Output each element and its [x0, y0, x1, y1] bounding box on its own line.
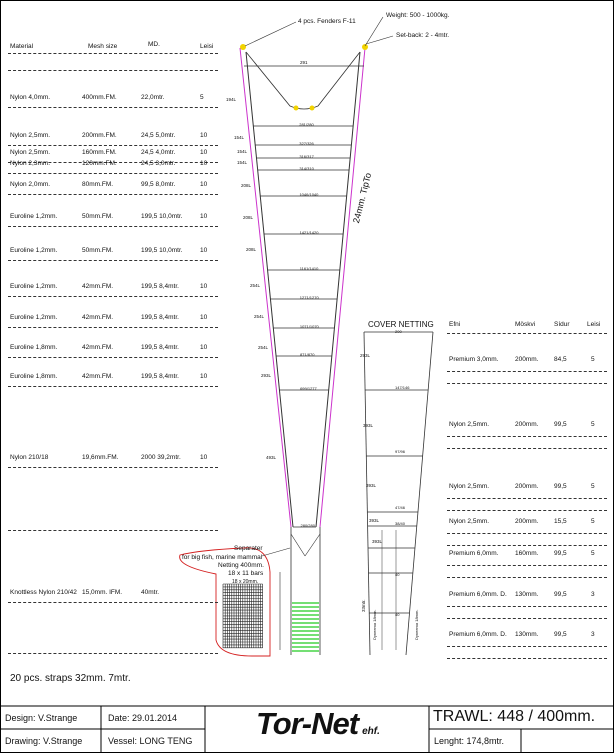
net-top-label: 291 [300, 60, 308, 65]
left-row-material: Nylon 2,0mm. [10, 181, 51, 188]
trawl-body-right [316, 52, 360, 527]
right-row-moskvi: 130mm. [515, 591, 539, 598]
cover-left-label: 393L [372, 539, 383, 544]
left-row-material: Euroline 1,2mm. [10, 283, 58, 290]
cover-left-label: 393L [363, 423, 374, 428]
left-row-mesh: 15,0mm. IFM. [82, 589, 123, 596]
left-header-md: MD. [148, 41, 160, 48]
panel-left-label: 208L [246, 247, 257, 252]
left-row-md: 199,5 10,0mtr. [141, 247, 183, 254]
right-row-moskvi: 200mm. [515, 483, 539, 490]
right-row-sidur: 99,5 [554, 631, 567, 638]
tipto-annotation: 24mm. TipTo [351, 171, 374, 225]
cover-netting-right [406, 332, 433, 655]
separater-bars: 18 x 11 bars [228, 570, 264, 577]
left-row-leisi: 10 [200, 149, 208, 156]
panel-mesh-count: 327/326 [299, 141, 314, 146]
left-row-material: Euroline 1,8mm. [10, 344, 58, 351]
panel-mesh-count: 316/317 [299, 154, 314, 159]
right-table-dashed-divider [447, 646, 607, 647]
cover-left-label: 293L [360, 353, 371, 358]
right-row-efni: Nylon 2,5mm. [449, 483, 490, 490]
right-table-dashed-divider [447, 333, 607, 334]
left-table-dashed-divider [8, 260, 218, 261]
panel-left-label: 194L [226, 97, 237, 102]
straps-note: 20 pcs. straps 32mm. 7mtr. [10, 673, 131, 684]
codend-length-label: 33mtr. [361, 599, 366, 612]
panel-mesh-count: 314/310 [299, 166, 314, 171]
cover-mesh-count: 38/40 [395, 521, 406, 526]
right-table-dashed-divider [447, 436, 607, 437]
panel-left-label: 154L [237, 160, 248, 165]
right-table-dashed-divider [447, 606, 607, 607]
right-table-dashed-divider [447, 577, 607, 578]
right-row-efni: Nylon 2,5mm. [449, 421, 490, 428]
logo-text: Tor-Net [256, 706, 359, 741]
left-row-leisi: 10 [200, 283, 208, 290]
left-row-md: 24,5 3,0mtr. [141, 160, 176, 167]
left-header-mesh: Mesh size [88, 43, 118, 50]
right-row-leisi: 5 [591, 483, 595, 490]
cover-netting-title: COVER NETTING [368, 320, 434, 329]
left-row-md: 24,5 5,0mtr. [141, 132, 176, 139]
left-table-dashed-divider [8, 653, 218, 654]
left-row-md: 199,5 8,4mtr. [141, 373, 179, 380]
codend-liner [292, 603, 319, 651]
fender-right [362, 44, 368, 50]
panel-mesh-count: 281/280 [299, 122, 314, 127]
panel-mesh-count: 871/870 [299, 352, 315, 357]
length-label: Lenght: 174,8mtr. [434, 736, 505, 746]
left-table-dashed-divider [8, 530, 218, 531]
right-row-sidur: 99,5 [554, 421, 567, 428]
panel-mesh-count: 1421/1420 [299, 230, 319, 235]
right-row-leisi: 5 [591, 518, 595, 525]
footrope-weight-1 [294, 106, 299, 111]
left-row-material: Nylon 210/18 [10, 454, 49, 461]
setback-annotation: Set-back: 2 - 4mtr. [396, 32, 450, 39]
right-row-leisi: 3 [591, 591, 595, 598]
fenders-annotation: 4 pcs. Fenders F-11 [298, 18, 356, 25]
panel-left-label: 293L [261, 373, 272, 378]
left-table-dashed-divider [8, 145, 218, 146]
right-row-leisi: 5 [591, 356, 595, 363]
left-row-leisi: 10 [200, 247, 208, 254]
cover-mesh-count: 200 [395, 329, 402, 334]
right-table-dashed-divider [447, 618, 607, 619]
left-table-dashed-divider [8, 70, 218, 71]
panel-left-label: 254L [258, 345, 269, 350]
left-row-leisi: 10 [200, 373, 208, 380]
left-row-md: 199,5 8,4mtr. [141, 314, 179, 321]
right-row-moskvi: 200mm. [515, 518, 539, 525]
panel-left-label: 254L [250, 283, 261, 288]
left-row-md: 40mtr. [141, 589, 160, 596]
panel-left-label: 154L [234, 135, 245, 140]
left-table-dashed-divider [8, 194, 218, 195]
right-row-efni: Premium 6,0mm. D. [449, 591, 507, 598]
dyneema-label-left: Dyneema 18mm. [372, 609, 377, 640]
right-row-sidur: 99,5 [554, 483, 567, 490]
right-table-dashed-divider [447, 498, 607, 499]
left-row-leisi: 10 [200, 213, 208, 220]
right-table-dashed-divider [447, 533, 607, 534]
cover-mesh-count: 97/96 [395, 449, 406, 454]
right-table-dashed-divider [447, 565, 607, 566]
right-row-efni: Premium 6,0mm. D. [449, 631, 507, 638]
right-row-leisi: 3 [591, 631, 595, 638]
company-logo [256, 706, 380, 742]
right-row-moskvi: 200mm. [515, 356, 539, 363]
left-row-leisi: 10 [200, 344, 208, 351]
right-row-efni: Premium 3,0mm. [449, 356, 499, 363]
cover-left-label: 393L [366, 483, 377, 488]
left-table-dashed-divider [8, 467, 218, 468]
left-row-mesh: 120mm.FM. [82, 160, 117, 167]
right-header-moskvi: Möskvi [515, 321, 536, 328]
left-row-material: Euroline 1,2mm. [10, 213, 58, 220]
left-row-mesh: 80mm.FM. [82, 181, 114, 188]
right-row-moskvi: 130mm. [515, 631, 539, 638]
left-row-md: 22,0mtr. [141, 94, 165, 101]
cover-mesh-count: 40 [395, 612, 400, 617]
left-row-material: Nylon 4,0mm. [10, 94, 51, 101]
right-table-dashed-divider [447, 371, 607, 372]
separater-title: Separater [234, 545, 263, 552]
cover-mesh-count: 47/46 [395, 505, 406, 510]
panel-mesh-count: 280/280 [300, 523, 315, 528]
left-row-leisi: 10 [200, 181, 208, 188]
drawing-label: Drawing: V.Strange [5, 736, 83, 746]
right-row-efni: Nylon 2,5mm. [449, 518, 490, 525]
left-header-leisi: Leisi [200, 43, 214, 50]
left-row-mesh: 400mm.FM. [82, 94, 117, 101]
right-row-sidur: 84,5 [554, 356, 567, 363]
right-row-moskvi: 160mm. [515, 550, 539, 557]
left-row-material: Nylon 2,5mm. [10, 149, 51, 156]
left-row-md: 24,5 4,0mtr. [141, 149, 176, 156]
left-row-leisi: 5 [200, 94, 204, 101]
left-table-dashed-divider [8, 602, 218, 603]
left-row-mesh: 42mm.FM. [82, 373, 114, 380]
panel-left-label: 154L [237, 149, 248, 154]
left-row-leisi: 10 [200, 314, 208, 321]
left-row-md: 199,5 8,4mtr. [141, 283, 179, 290]
separater-size: 18 x 20mm. [232, 579, 259, 585]
panel-left-label: 208L [241, 183, 252, 188]
right-row-efni: Premium 6,0mm. [449, 550, 499, 557]
left-row-md: 2000 39,2mtr. [141, 454, 181, 461]
trawl-outline-right [320, 48, 365, 527]
panel-left-label: 254L [254, 314, 265, 319]
panel-mesh-count: 1161/1410 [299, 266, 319, 271]
weight-annotation: Weight: 500 - 1000kg. [386, 12, 450, 19]
right-header-sidur: Sídur [554, 321, 570, 328]
separater-note: for big fish, marine mammal [182, 554, 263, 561]
left-row-md: 199,5 8,4mtr. [141, 344, 179, 351]
separater-netting: Netting 400mm. [218, 562, 264, 569]
panel-left-label: 493L [266, 455, 277, 460]
right-header-efni: Efni [449, 321, 461, 328]
footrope-weight-2 [310, 106, 315, 111]
left-row-mesh: 50mm.FM. [82, 213, 114, 220]
left-row-mesh: 42mm.FM. [82, 283, 114, 290]
left-row-mesh: 19,6mm.FM. [82, 454, 119, 461]
dyneema-label-right: Dyneema 18mm. [414, 609, 419, 640]
cover-mesh-count: 40 [395, 572, 400, 577]
right-row-moskvi: 200mm. [515, 421, 539, 428]
left-table-dashed-divider [8, 173, 218, 174]
panel-mesh-count: 1046/1040 [299, 192, 319, 197]
right-table-dashed-divider [447, 545, 607, 546]
left-row-leisi: 10 [200, 160, 208, 167]
separater-grid [223, 584, 263, 648]
design-label: Design: V.Strange [5, 713, 78, 723]
right-table-dashed-divider [447, 448, 607, 449]
left-row-mesh: 42mm.FM. [82, 344, 114, 351]
logo-suffix: ehf. [362, 726, 380, 737]
left-row-mesh: 50mm.FM. [82, 247, 114, 254]
right-table-dashed-divider [447, 658, 607, 659]
left-row-material: Euroline 1,8mm. [10, 373, 58, 380]
panel-left-label: 208L [243, 215, 254, 220]
left-row-material: Nylon 2,3mm. [10, 160, 51, 167]
trawl-title: TRAWL: 448 / 400mm. [433, 708, 596, 725]
left-row-md: 99,5 8,0mtr. [141, 181, 176, 188]
panel-mesh-count: 1071/1070 [299, 324, 319, 329]
panel-mesh-count: 699/1277 [300, 386, 317, 391]
right-row-leisi: 5 [591, 550, 595, 557]
left-table-dashed-divider [8, 107, 218, 108]
right-row-leisi: 5 [591, 421, 595, 428]
left-row-md: 199,5 10,0mtr. [141, 213, 183, 220]
cover-left-label: 393L [369, 518, 380, 523]
fender-left [240, 44, 246, 50]
right-row-sidur: 99,5 [554, 550, 567, 557]
left-row-leisi: 10 [200, 454, 208, 461]
left-row-mesh: 42mm.FM. [82, 314, 114, 321]
right-header-leisi: Leisi [587, 321, 601, 328]
right-table-dashed-divider [447, 383, 607, 384]
left-table-dashed-divider [8, 226, 218, 227]
date-label: Date: 29.01.2014 [108, 713, 178, 723]
left-table-dashed-divider [8, 386, 218, 387]
left-table-dashed-divider [8, 53, 218, 54]
left-row-mesh: 200mm.FM. [82, 132, 117, 139]
right-table-dashed-divider [447, 510, 607, 511]
left-header-material: Material [10, 43, 34, 50]
left-row-leisi: 10 [200, 132, 208, 139]
left-table-dashed-divider [8, 357, 218, 358]
left-row-material: Nylon 2,5mm. [10, 132, 51, 139]
right-row-sidur: 15,5 [554, 518, 567, 525]
left-row-material: Euroline 1,2mm. [10, 314, 58, 321]
left-row-material: Euroline 1,2mm. [10, 247, 58, 254]
left-table-dashed-divider [8, 327, 218, 328]
cover-mesh-count: 147/146 [395, 385, 410, 390]
left-table-dashed-divider [8, 296, 218, 297]
right-row-sidur: 99,5 [554, 591, 567, 598]
left-row-material: Knottless Nylon 210/42 [10, 589, 77, 596]
left-row-mesh: 160mm.FM. [82, 149, 117, 156]
vessel-label: Vessel: LONG TENG [108, 736, 193, 746]
panel-mesh-count: 1271/1270 [299, 295, 319, 300]
